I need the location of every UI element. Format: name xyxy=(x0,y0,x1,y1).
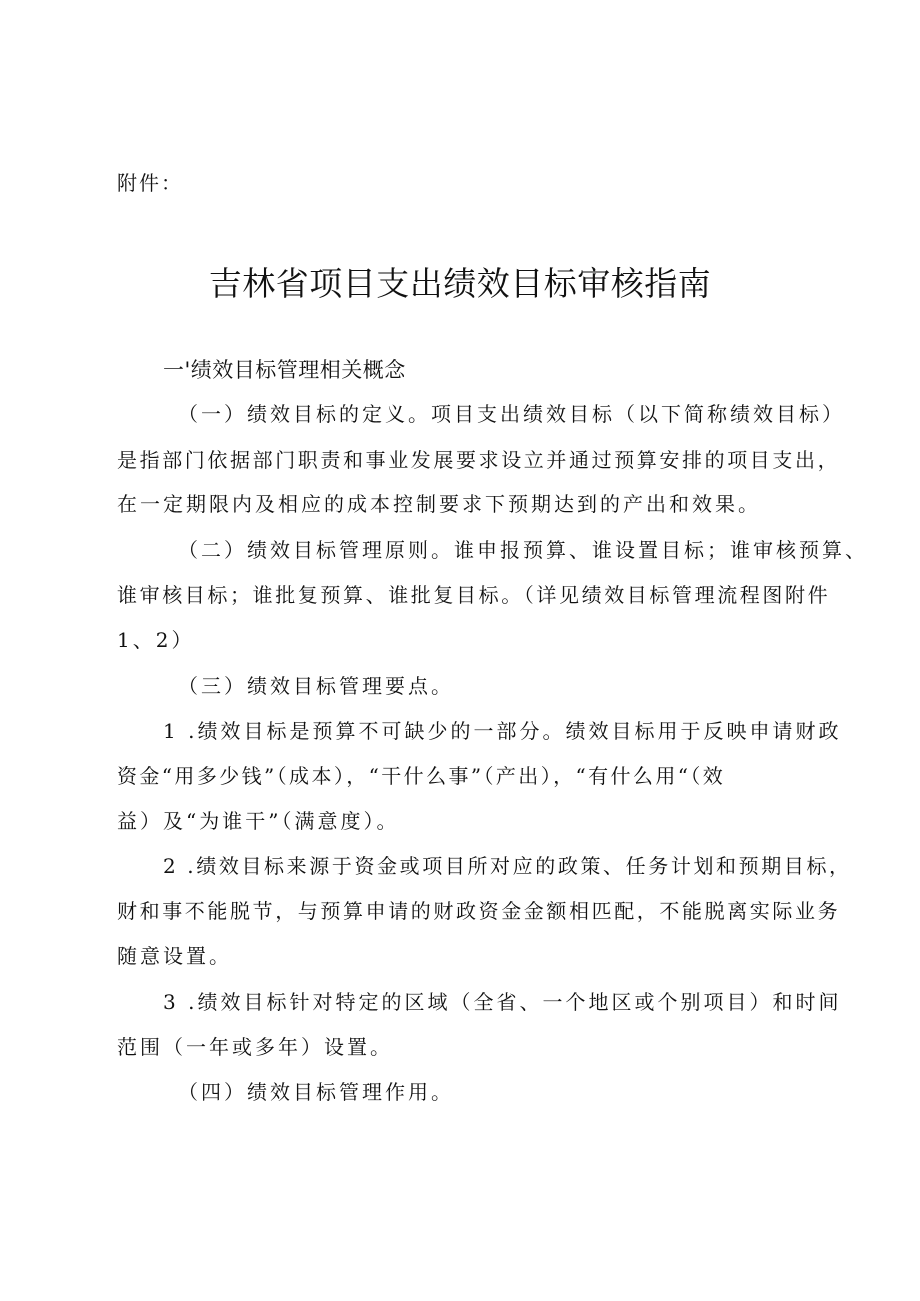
paragraph-line: 是指部门依据部门职责和事业发展要求设立并通过预算安排的项目支出， xyxy=(117,448,841,472)
attachment-label: 附件： xyxy=(117,171,183,195)
paragraph-line: 1、2） xyxy=(117,628,195,652)
paragraph-line: 谁审核目标；谁批复预算、谁批复目标。（详见绩效目标管理流程图附件 xyxy=(117,583,831,607)
paragraph-line: （一）绩效目标的定义。项目支出绩效目标（以下简称绩效目标） xyxy=(178,402,845,426)
list-item-line: 3 .绩效目标针对特定的区域（全省、一个地区或个别项目）和时间 xyxy=(163,990,842,1014)
list-item-line: 财和事不能脱节，与预算申请的财政资金金额相匹配，不能脱离实际业务 xyxy=(117,899,841,923)
document-title: 吉林省项目支出绩效目标审核指南 xyxy=(208,264,712,303)
list-item-line: 2 .绩效目标来源于资金或项目所对应的政策、任务计划和预期目标， xyxy=(163,854,852,878)
paragraph-line: 在一定期限内及相应的成本控制要求下预期达到的产出和效果。 xyxy=(117,492,761,516)
paragraph-line: （三）绩效目标管理要点。 xyxy=(178,674,454,698)
list-item-line: 1 .绩效目标是预算不可缺少的一部分。绩效目标用于反映申请财政 xyxy=(163,719,842,743)
paragraph-line: （四）绩效目标管理作用。 xyxy=(178,1080,454,1104)
list-item-line: 范围（一年或多年）设置。 xyxy=(117,1035,393,1059)
list-item-line: 益）及“为谁干”（满意度）。 xyxy=(117,809,400,833)
list-item-line: 随意设置。 xyxy=(117,944,232,968)
paragraph-line: （二）绩效目标管理原则。谁申报预算、谁设置目标；谁审核预算、 xyxy=(178,538,868,562)
section-heading: 一'绩效目标管理相关概念 xyxy=(163,358,406,382)
list-item-line: 资金“用多少钱”（成本），“干什么事”（产出），“有什么用“（效 xyxy=(117,764,726,788)
